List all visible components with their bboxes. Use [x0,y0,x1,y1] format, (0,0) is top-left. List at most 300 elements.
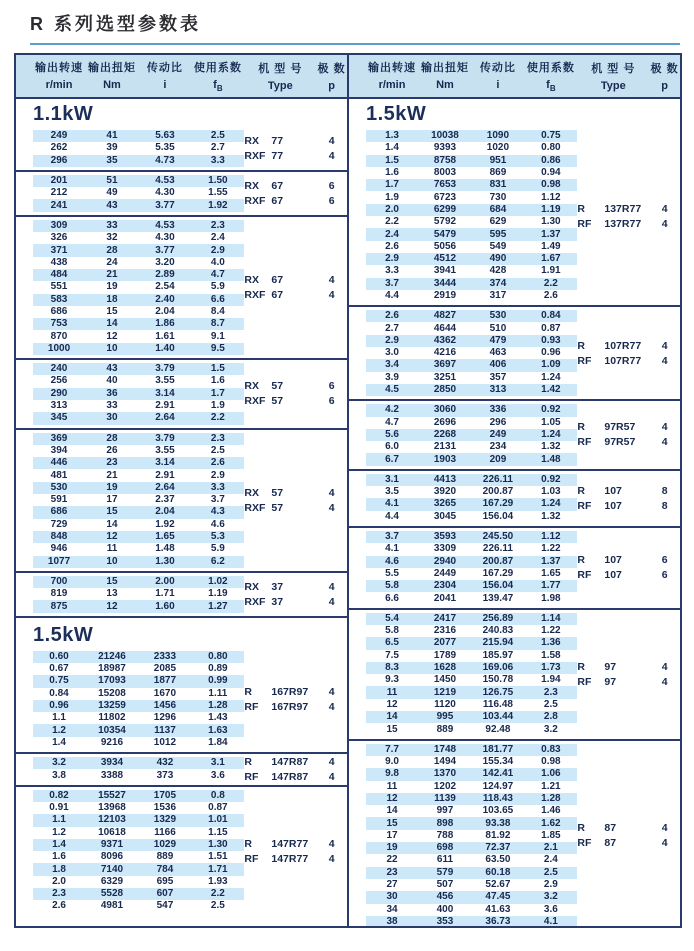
cell-ratio: 156.04 [482,510,514,522]
cell-ratio: 2333 [153,650,177,662]
cell-rpm: 591 [50,494,68,506]
cell-torque: 4512 [433,253,457,265]
column-header-i [471,59,524,93]
cell-fb: 0.87 [208,802,228,814]
row-band [366,781,578,793]
table-block [16,650,347,750]
cell-rpm: 2.9 [385,334,399,346]
cell-ratio: 695 [156,875,174,887]
cell-rpm: 14 [386,711,398,723]
cell-rpm: 1000 [47,342,71,354]
row-band [366,568,578,580]
row-band [33,900,245,912]
cell-fb: 1.11 [208,687,228,699]
cell-rpm: 9.0 [385,756,399,768]
cell-torque: 4216 [433,347,457,359]
table-column-left [16,55,347,926]
cell-ratio: 103.65 [482,805,514,817]
cell-rpm: 256 [50,375,68,387]
cell-fb: 1.15 [208,826,228,838]
row-band [33,506,245,518]
cell-fb: 1.37 [541,228,561,240]
row-band [366,891,578,903]
cell-fb: 1.03 [541,486,561,498]
cell-ratio: 2.40 [155,293,175,305]
cell-torque: 4362 [433,334,457,346]
column-header-label: 传动比 [146,61,183,74]
table-header [16,55,347,99]
cell-ratio: 92.48 [485,723,511,735]
model-code: 107R77 [604,339,642,352]
cell-rpm: 9.8 [385,768,399,780]
row-band [366,486,578,498]
row-band [366,429,578,441]
row-band [33,330,245,342]
cell-rpm: 753 [50,318,68,330]
row-band [366,879,578,891]
model-entry [577,837,680,849]
cell-torque: 9216 [100,736,124,748]
model-group [244,362,347,425]
row-band [33,769,245,781]
cell-ratio: 3.14 [155,387,175,399]
cell-rpm: 6.6 [385,592,399,604]
model-code: 107R77 [604,354,642,367]
cell-fb: 0.83 [541,743,561,755]
cell-rpm: 15 [386,817,398,829]
cell-torque: 51 [106,175,118,187]
model-poles: 4 [661,822,668,835]
row-band [33,531,245,543]
model-code: 87 [604,822,617,835]
cell-fb: 1.30 [208,838,228,850]
row-band [366,916,578,926]
cell-torque: 898 [436,817,454,829]
cell-fb: 1.65 [541,567,561,579]
cell-ratio: 4.30 [155,187,175,199]
row-band [366,372,578,384]
model-group [577,530,680,606]
model-series: R [577,822,585,835]
column-header-label: 极 数 [650,63,679,75]
row-band [33,576,245,588]
cell-ratio: 3.20 [155,256,175,268]
cell-rpm: 0.84 [49,687,69,699]
model-entry [577,554,680,566]
row-band [33,375,245,387]
row-band [33,199,245,211]
row-band [33,363,245,375]
model-poles: 4 [661,202,668,215]
cell-torque: 1628 [433,662,457,674]
model-entry [577,436,680,448]
cell-ratio: 784 [156,863,174,875]
cell-fb: 2.3 [543,686,558,698]
row-band [366,613,578,625]
cell-torque: 2268 [433,428,457,440]
cell-torque: 456 [436,891,454,903]
cell-fb: 0.98 [541,179,561,191]
cell-ratio: 629 [489,216,507,228]
row-band [366,867,578,879]
cell-fb: 3.1 [210,757,225,769]
cell-torque: 43 [106,363,118,375]
cell-fb: 2.4 [210,232,225,244]
cell-torque: 12 [106,531,118,543]
row-band [33,494,245,506]
model-entry [577,421,680,433]
cell-torque: 3045 [433,510,457,522]
cell-ratio: 831 [489,179,507,191]
row-band [33,600,245,612]
row-band [33,257,245,269]
block-divider [16,616,347,618]
cell-ratio: 336 [489,404,507,416]
cell-rpm: 4.4 [385,290,399,301]
model-group [577,612,680,737]
section-power-label: 1.5kW [366,103,427,125]
header-numeric-zone [33,59,245,93]
block-divider [349,399,680,401]
cell-fb: 1.22 [541,543,561,555]
table-block [349,309,680,397]
block-divider [349,526,680,528]
cell-rpm: 946 [50,543,68,555]
cell-torque: 21246 [98,650,126,662]
block-divider [16,215,347,217]
column-header-poles [316,60,347,92]
cell-fb: 1.02 [208,575,228,587]
cell-torque: 9393 [433,142,457,154]
cell-ratio: 296 [489,416,507,428]
model-series: RX [244,380,259,393]
cell-fb: 0.92 [541,473,561,485]
model-code: 67 [271,273,284,286]
cell-torque: 13968 [98,802,126,814]
cell-ratio: 432 [156,757,174,769]
block-divider [349,739,680,741]
cell-fb: 1.84 [208,736,228,748]
column-header-label: 输出扭矩 [420,61,469,74]
table-block [16,756,347,783]
model-poles: 6 [328,194,335,207]
cell-ratio: 684 [489,203,507,215]
model-entry [577,340,680,352]
cell-fb: 1.22 [541,625,561,637]
cell-torque: 2696 [433,416,457,428]
cell-fb: 1.32 [541,441,561,453]
model-series: R [577,202,585,215]
cell-fb: 1.46 [541,805,561,817]
cell-torque: 2850 [433,384,457,396]
model-series: R [244,686,252,699]
cell-torque: 788 [436,829,454,841]
cell-torque: 2304 [433,580,457,592]
cell-torque: 6723 [433,191,457,203]
cell-fb: 0.84 [541,310,561,322]
cell-fb: 1.09 [541,359,561,371]
cell-ratio: 139.47 [482,592,514,604]
model-series: R [244,755,252,768]
cell-ratio: 1020 [486,142,510,154]
cell-fb: 0.75 [541,130,561,142]
cell-torque: 2449 [433,567,457,579]
cell-ratio: 1.40 [155,342,175,354]
cell-fb: 1.6 [210,375,225,387]
cell-rpm: 1.8 [52,863,66,875]
model-code: 57 [271,395,284,408]
cell-rpm: 19 [386,842,398,854]
row-band [33,155,245,167]
model-group [577,473,680,524]
cell-fb: 2.7 [210,142,225,154]
row-band [366,204,578,216]
cell-rpm: 446 [50,457,68,469]
cell-torque: 28 [106,244,118,256]
cell-rpm: 201 [50,175,68,187]
model-group [244,575,347,614]
row-band [33,412,245,424]
column-header-label: 传动比 [479,61,516,74]
cell-torque: 15208 [98,687,126,699]
cell-rpm: 1.6 [385,167,399,179]
model-group [244,650,347,750]
cell-rpm: 1.1 [52,712,66,724]
cell-fb: 9.5 [210,342,225,354]
cell-ratio: 428 [489,265,507,277]
cell-ratio: 41.63 [485,903,511,915]
cell-torque: 2940 [433,555,457,567]
cell-torque: 2316 [433,625,457,637]
cell-ratio: 2.00 [155,575,175,587]
cell-torque: 12 [106,600,118,612]
table-block [16,129,347,168]
cell-torque: 6299 [433,203,457,215]
cell-fb: 1.92 [208,199,228,211]
row-band [366,322,578,334]
model-poles: 6 [661,554,668,567]
row-band [366,744,578,756]
model-entry [244,853,347,865]
cell-fb: 1.49 [541,240,561,252]
cell-rpm: 1077 [47,555,71,567]
model-series: RF [244,852,259,865]
model-entry [577,355,680,367]
model-entry [244,581,347,593]
model-code: 57 [271,501,284,514]
row-band [33,688,245,700]
row-band [366,511,578,523]
cell-rpm: 290 [50,387,68,399]
cell-rpm: 2.6 [385,310,399,322]
cell-ratio: 317 [489,290,507,301]
cell-torque: 2417 [433,612,457,624]
model-poles: 4 [328,273,335,286]
cell-rpm: 583 [50,293,68,305]
cell-torque: 10354 [98,724,126,736]
cell-rpm: 23 [386,866,398,878]
cell-torque: 10 [106,555,118,567]
model-group [244,129,347,168]
row-band [33,130,245,142]
cell-rpm: 12 [386,698,398,710]
row-band [366,179,578,191]
cell-ratio: 3.55 [155,444,175,456]
cell-fb: 2.3 [210,432,225,444]
row-band [33,318,245,330]
model-entry [244,180,347,192]
row-band [33,469,245,481]
cell-ratio: 167.29 [482,498,514,510]
model-poles: 4 [661,339,668,352]
model-poles: 4 [328,837,335,850]
cell-rpm: 2.3 [52,888,66,900]
cell-torque: 4644 [433,322,457,334]
cell-rpm: 819 [50,588,68,600]
table-block [349,403,680,466]
column-header-unit: r/min [378,78,406,91]
model-entry [244,195,347,207]
cell-fb: 0.92 [541,404,561,416]
model-group [577,743,680,926]
model-code: 137R77 [604,217,642,230]
cell-torque: 353 [436,915,454,926]
cell-rpm: 7.7 [385,743,399,755]
cell-torque: 28 [106,432,118,444]
cell-fb: 1.21 [541,780,561,792]
model-poles: 4 [328,852,335,865]
cell-fb: 2.1 [543,842,558,854]
row-band [366,592,578,604]
model-code: 97R57 [604,436,636,449]
cell-ratio: 406 [489,359,507,371]
column-header-unit: $f_B$ [546,78,556,94]
row-band [366,768,578,780]
cell-ratio: 47.45 [485,891,511,903]
cell-ratio: 510 [489,322,507,334]
cell-torque: 8758 [433,154,457,166]
model-poles: 4 [661,436,668,449]
cell-torque: 15 [106,575,118,587]
cell-torque: 18 [106,293,118,305]
cell-ratio: 5.35 [155,142,175,154]
row-band [366,723,578,735]
cell-torque: 15 [106,306,118,317]
row-band [33,802,245,814]
row-band [366,310,578,322]
model-poles: 4 [661,837,668,850]
row-band [33,433,245,445]
cell-ratio: 1166 [154,826,176,838]
model-group [577,309,680,397]
model-code: 137R77 [604,202,642,215]
cell-ratio: 60.18 [485,866,511,878]
cell-ratio: 1090 [486,130,510,142]
cell-ratio: 181.77 [482,743,514,755]
model-poles: 4 [328,486,335,499]
cell-ratio: 1.65 [155,531,175,543]
cell-fb: 1.71 [208,863,228,875]
cell-rpm: 240 [50,363,68,375]
cell-rpm: 241 [50,199,68,211]
model-poles: 6 [328,380,335,393]
cell-rpm: 686 [50,306,68,317]
model-poles: 4 [328,595,335,608]
cell-fb: 2.9 [543,879,558,891]
cell-torque: 41 [106,130,118,142]
model-poles: 4 [661,421,668,434]
model-code: 147R87 [271,755,309,768]
model-code: 147R77 [271,852,309,865]
model-series: RX [244,134,259,147]
cell-ratio: 1.30 [155,555,175,567]
model-entry [577,218,680,230]
model-entry [577,676,680,688]
cell-ratio: 357 [489,371,507,383]
cell-ratio: 2.54 [155,281,175,293]
table-block [349,743,680,926]
row-band [33,220,245,232]
row-band [33,757,245,769]
cell-fb: 2.9 [210,469,225,481]
cell-ratio: 2.89 [155,269,175,281]
cell-ratio: 4.73 [155,154,175,166]
column-header-type [577,60,649,92]
cell-ratio: 530 [489,310,507,322]
cell-fb: 1.36 [541,637,561,649]
cell-torque: 1219 [433,686,457,698]
cell-fb: 2.2 [210,412,225,424]
row-band [366,474,578,486]
cell-ratio: 81.92 [485,829,511,841]
cell-fb: 1.51 [208,851,228,863]
cell-fb: 4.3 [210,506,225,518]
cell-rpm: 11 [386,686,398,698]
cell-torque: 997 [436,805,454,817]
row-band [366,842,578,854]
cell-torque: 579 [436,866,454,878]
column-header-unit: $f_B$ [213,78,223,94]
cell-torque: 3265 [433,498,457,510]
cell-ratio: 730 [489,191,507,203]
cell-fb: 0.89 [208,663,228,675]
row-band [33,400,245,412]
section-power-label: 1.1kW [33,103,94,125]
cell-ratio: 3.79 [155,432,175,444]
row-band [366,674,578,686]
table-block [349,612,680,737]
cell-ratio: 547 [156,900,174,912]
row-band [366,817,578,829]
model-code: 87 [604,837,617,850]
cell-rpm: 309 [50,219,68,231]
block-divider [16,358,347,360]
cell-fb: 1.14 [541,612,561,624]
model-series: RF [577,675,592,688]
model-poles: 8 [661,499,668,512]
block-divider [16,571,347,573]
model-code: 77 [271,134,284,147]
cell-ratio: 5.63 [155,130,175,142]
cell-ratio: 126.75 [482,686,514,698]
model-series: RXF [244,395,266,408]
cell-torque: 7653 [433,179,457,191]
cell-fb: 0.8 [210,789,225,801]
row-band [366,793,578,805]
parameter-table [14,53,682,928]
cell-ratio: 463 [489,347,507,359]
cell-ratio: 595 [489,228,507,240]
